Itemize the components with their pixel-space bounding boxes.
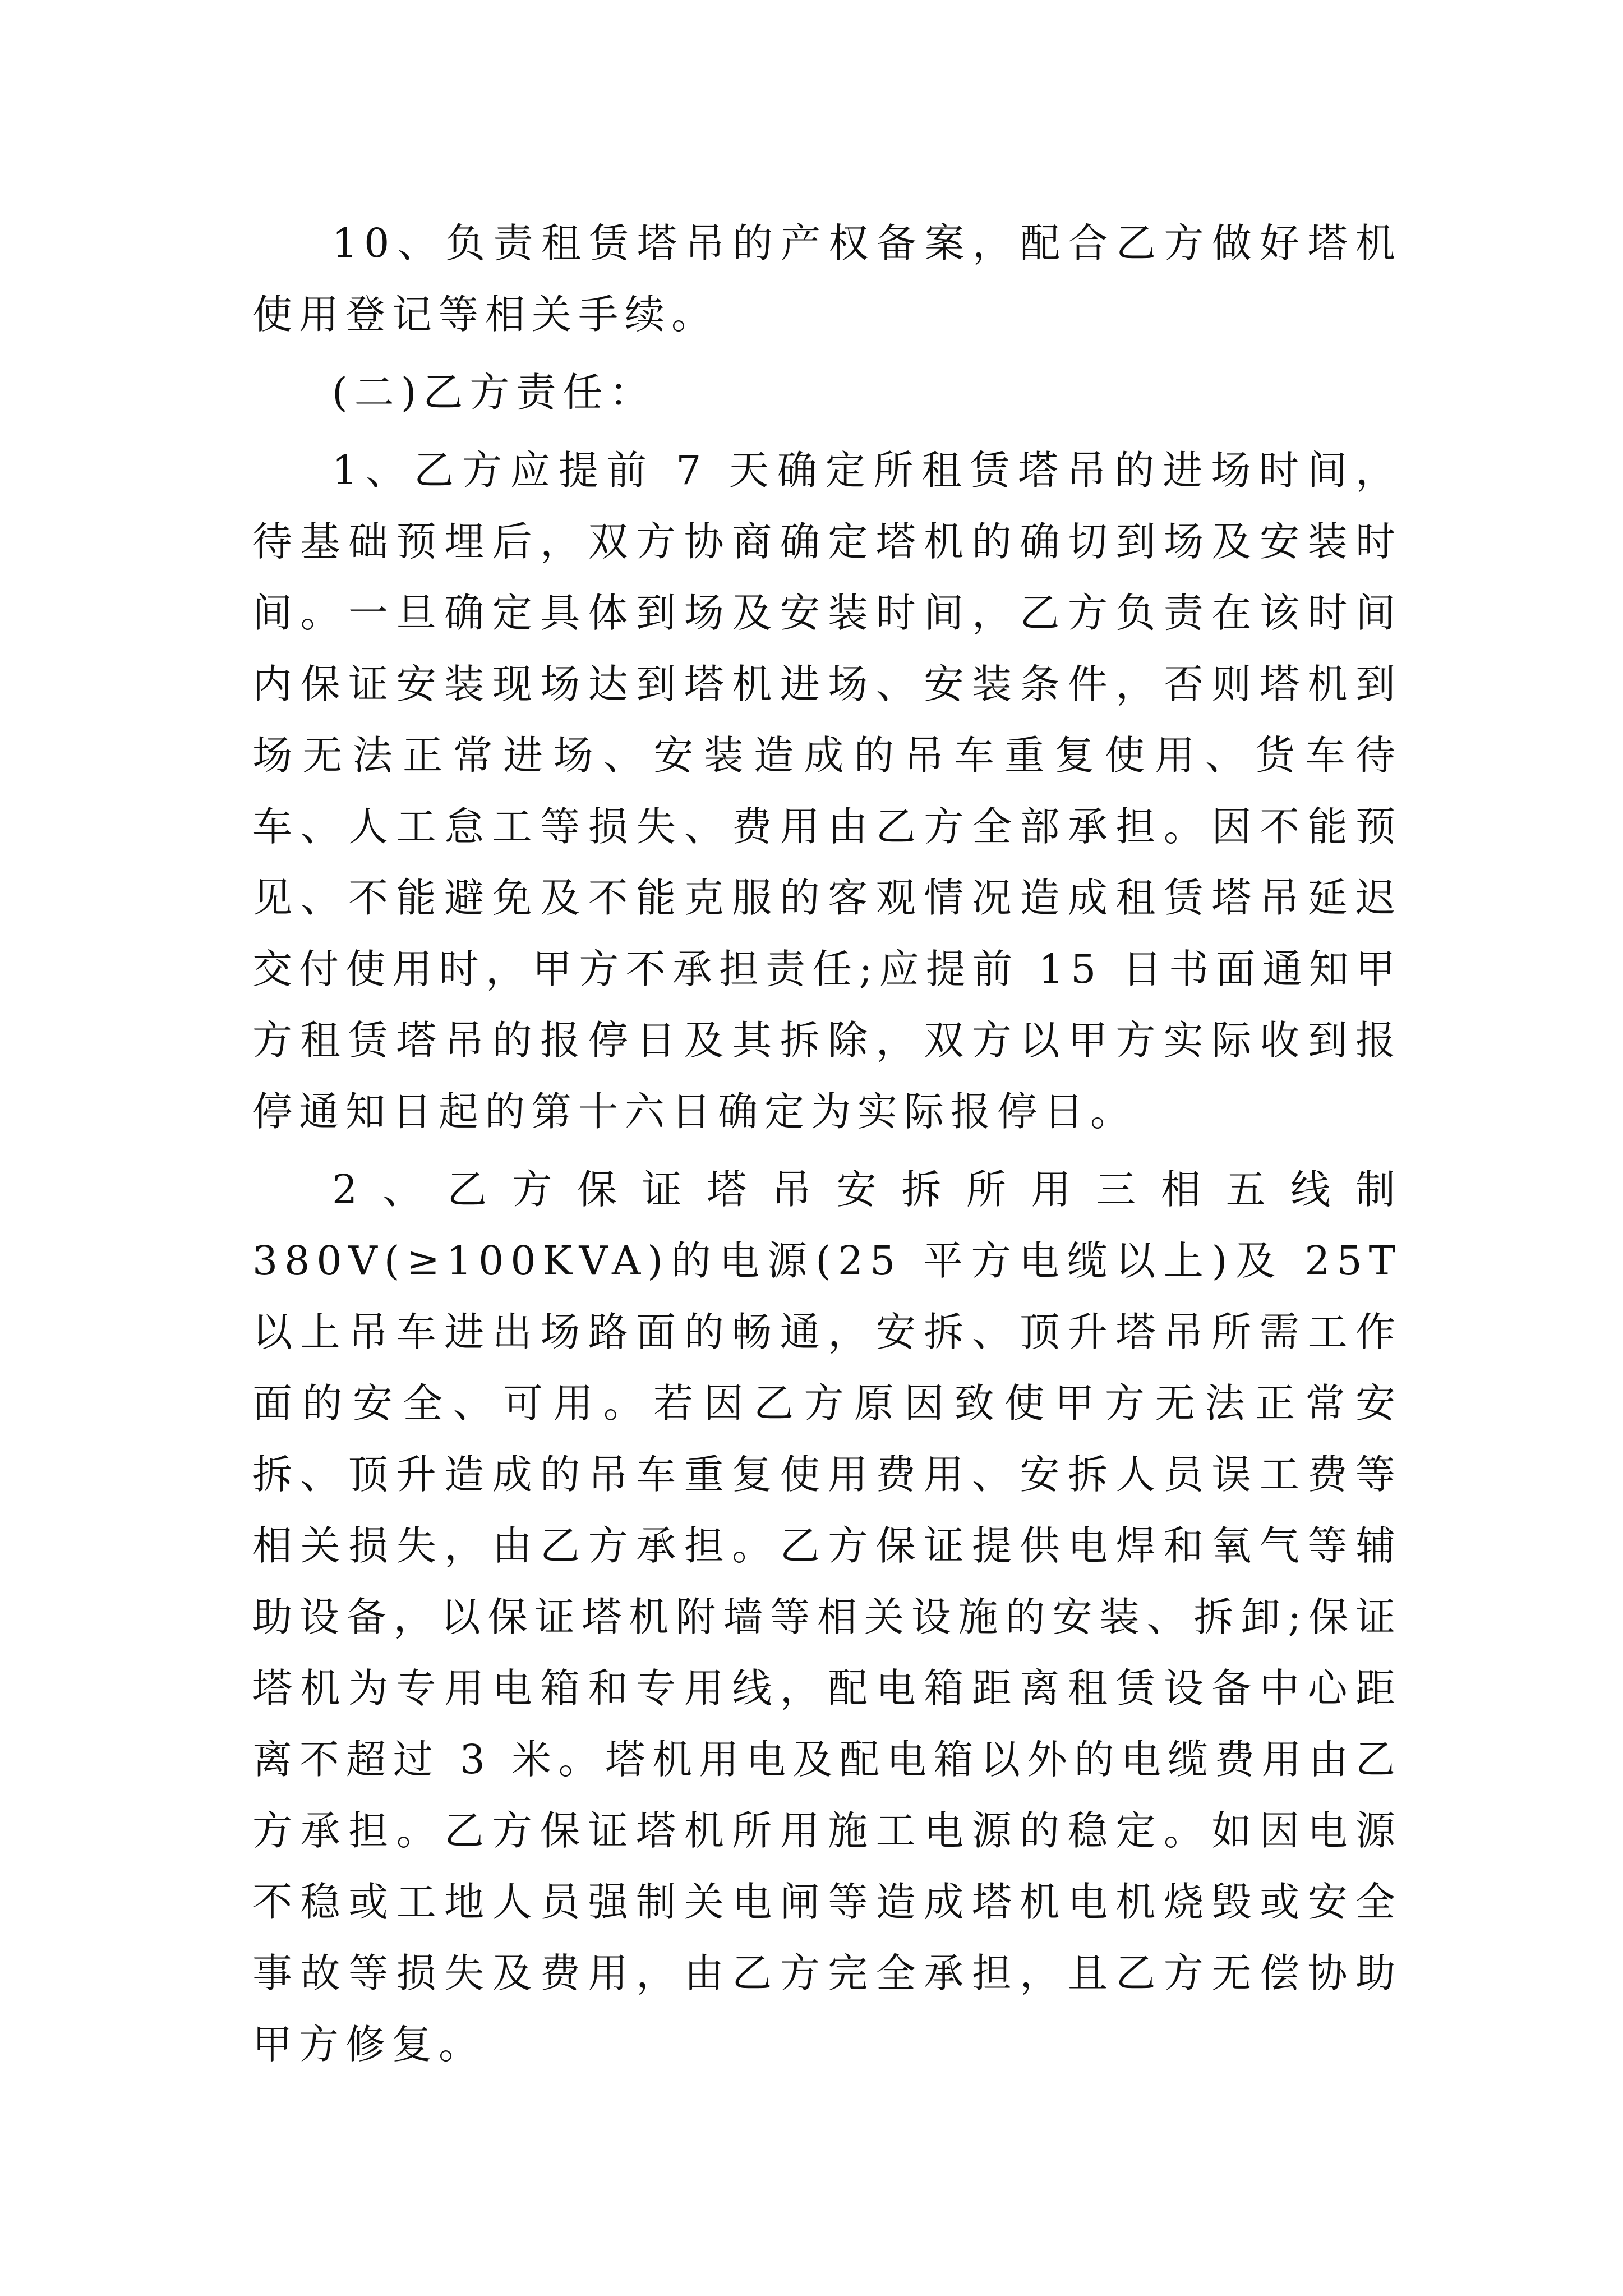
- document-body: [252, 208, 1402, 2080]
- paragraph-item-10: 10、负责租赁塔吊的产权备案，配合乙方做好塔机使用登记等相关手续。: [252, 220, 1402, 338]
- section-heading-party-b: (二)乙方责任：: [332, 369, 656, 416]
- paragraph-item-2: 2、乙方保证塔吊安拆所用三相五线制 380V(≥100KVA)的电源(25 平方电缆以上)及 25T 以上吊车进出场路面的畅通，安拆、顶升塔吊所需工作面的安全、可用。若因乙方原因致使甲方无法正常安拆、顶升造成的吊车重复使用费用、安拆人员误工费等相关损失，由乙方承担。乙方保证提供电焊和氧气等辅助设备，以保证塔机附墙等相关设施的安装、拆卸;保证塔机为专用电箱和专用线，配电箱距离租赁设备中心距离不超过 3 米。塔机用电及配电箱以外的电缆费用由乙方承担。乙方保证塔机所用施工电源的稳定。如因电源不稳或工地人员强制关电闸等造成塔机电机烧毁或安全事故等损失及费用，由乙方完全承担，且乙方无偿协助甲方修复。: [252, 1166, 1402, 2068]
- paragraph-item-1: 1、乙方应提前 7 天确定所租赁塔吊的进场时间，待基础预埋后，双方协商确定塔机的确切到场及安装时间。一旦确定具体到场及安装时间，乙方负责在该时间内保证安装现场达到塔机进场、安装条件，否则塔机到场无法正常进场、安装造成的吊车重复使用、货车待车、人工怠工等损失、费用由乙方全部承担。因不能预见、不能避免及不能克服的客观情况造成租赁塔吊延迟交付使用时，甲方不承担责任;应提前 15 日书面通知甲方租赁塔吊的报停日及其拆除，双方以甲方实际收到报停通知日起的第十六日确定为实际报停日。: [252, 447, 1402, 1135]
